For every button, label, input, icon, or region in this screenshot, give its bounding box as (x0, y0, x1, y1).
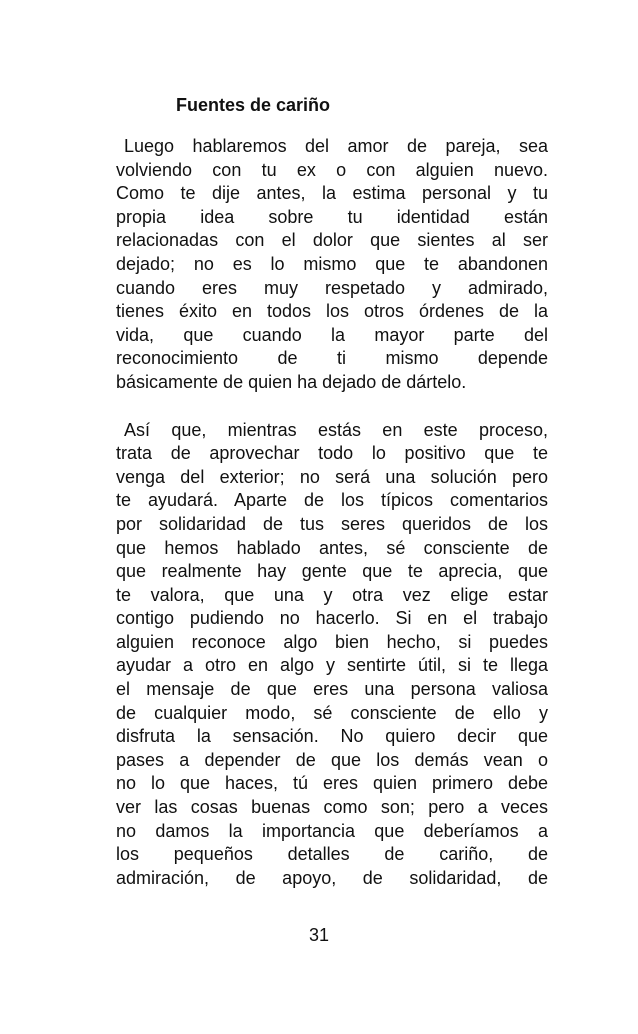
text-line: dejado; no es lo mismo que te abandonen (116, 253, 548, 274)
text-line: tienes éxito en todos los otros órdenes de la (116, 301, 548, 322)
text-line: de cualquier modo, sé consciente de ello y (116, 702, 548, 723)
text-line: cuando eres muy respetado y admirado, (116, 277, 548, 298)
text-line: básicamente de quien ha dejado de dártelo. (116, 371, 467, 392)
text-line: contigo pudiendo no hacerlo. Si en el trabajo (116, 608, 548, 629)
text-line: ver las cosas buenas como son; pero a veces (116, 797, 548, 818)
page-body (116, 94, 548, 890)
text-line: que hemos hablado antes, sé consciente de (116, 537, 548, 558)
paragraph-1 (116, 135, 548, 395)
text-line: que realmente hay gente que te aprecia, que (116, 561, 548, 582)
text-line: no damos la importancia que deberíamos a (116, 820, 548, 841)
paragraph-2 (116, 419, 548, 891)
text-line: te valora, que una y otra vez elige estar (116, 584, 548, 605)
text-line: trata de aprovechar todo lo positivo que te (116, 443, 548, 464)
text-line: vida, que cuando la mayor parte del (116, 324, 548, 345)
text-line: venga del exterior; no será una solución pero (116, 466, 548, 487)
section-heading: Fuentes de cariño (176, 95, 331, 115)
page-number: 31 (308, 925, 330, 945)
text-line: pases a depender de que los demás vean o (116, 749, 548, 770)
text-line: reconocimiento de ti mismo depende (116, 348, 548, 369)
text-line: no lo que haces, tú eres quien primero debe (116, 773, 548, 794)
text-line: alguien reconoce algo bien hecho, si puedes (116, 631, 548, 652)
text-line: Luego hablaremos del amor de pareja, sea (124, 136, 548, 156)
text-line: el mensaje de que eres una persona valiosa (116, 679, 548, 700)
text-line: Así que, mientras estás en este proceso, (124, 419, 548, 440)
text-line: te ayudará. Aparte de los típicos comentarios (116, 490, 548, 511)
text-line: los pequeños detalles de cariño, de (116, 844, 548, 865)
text-line: propia idea sobre tu identidad están (116, 206, 548, 227)
text-line: por solidaridad de tus seres queridos de los (116, 513, 548, 534)
text-line: disfruta la sensación. No quiero decir que (116, 726, 548, 747)
paragraph-gap (116, 395, 548, 419)
text-line: relacionadas con el dolor que sientes al ser (116, 230, 548, 251)
text-line: admiración, de apoyo, de solidaridad, de (116, 867, 548, 888)
text-line: Como te dije antes, la estima personal y tu (116, 183, 548, 204)
text-line: ayudar a otro en algo y sentirte útil, si te llega (116, 655, 548, 676)
text-line: volviendo con tu ex o con alguien nuevo. (116, 159, 548, 180)
